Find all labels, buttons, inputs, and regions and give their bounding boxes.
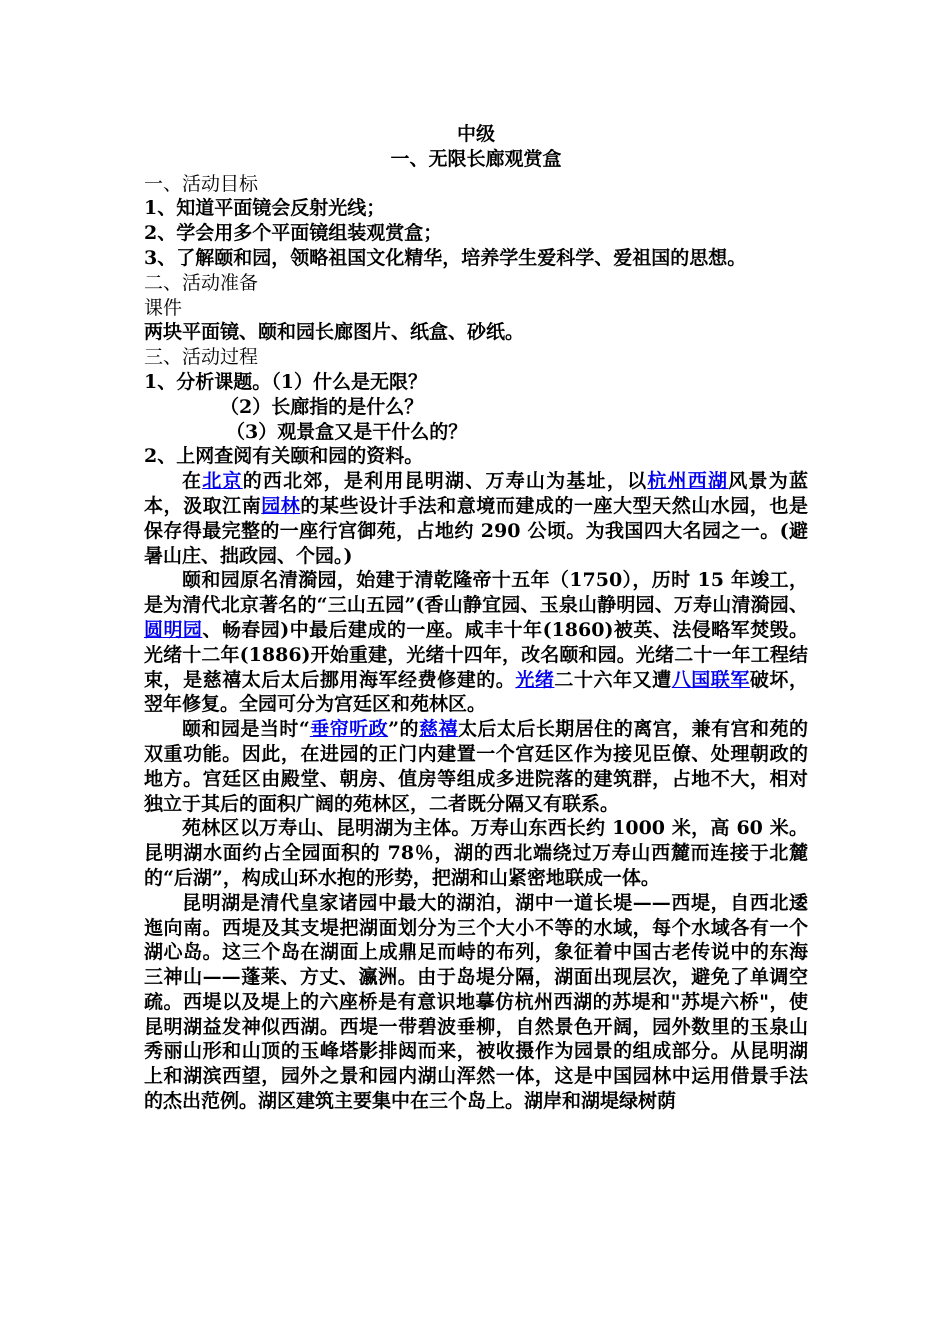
link-garden[interactable]: 园林 — [261, 494, 301, 517]
section-heading-goals: 一、活动目标 — [144, 172, 259, 195]
section-heading-process: 三、活动过程 — [144, 346, 259, 369]
link-cixi[interactable]: 慈禧 — [419, 718, 458, 741]
link-yuanmingyuan[interactable]: 圆明园 — [144, 618, 203, 641]
text-run: 破坏，翌年修复。全园可分为宫廷区和苑林区。 — [144, 668, 808, 716]
document-page — [144, 122, 808, 1114]
text-run: 的某些设计手法和意境而建成的一座大型天然山水园，也是保存得最完整的一座行宫御苑，占地约 290 公顷。为我国四大名园之一。(避暑山庄、拙政园、个园。) — [144, 494, 808, 567]
paragraph-history — [144, 568, 808, 717]
text-run: 在 — [182, 470, 203, 493]
goal-item: 3、了解颐和园，领略祖国文化精华，培养学生爱科学、爱祖国的思想。 — [144, 246, 747, 269]
text-run: 风景为蓝本，汲取江南 — [144, 470, 808, 517]
page-subtitle: 一、无限长廊观赏盒 — [390, 147, 562, 170]
courseware-label: 课件 — [144, 296, 183, 319]
paragraph-kunming-lake: 昆明湖是清代皇家诸园中最大的湖泊，湖中一道长堤——西堤，自西北逶迤向南。西堤及其支堤把湖面划分为三个大小不等的水域，每个水域各有一个湖心岛。这三个岛在湖面上成鼎足而峙的布列，象征着中国古老传说中的东海三神山——蓬莱、方丈、瀛洲。由于岛堤分隔，湖面出现层次，避免了单调空疏。西堤以及堤上的六座桥是有意识地摹仿杭州西湖的苏堤和"苏堤六桥"，使昆明湖益发神似西湖。西堤一带碧波垂柳，自然景色开阔，园外数里的玉泉山秀丽山形和山顶的玉峰塔影排闼而来，被收摄作为园景的组成部分。从昆明湖上和湖滨西望，园外之景和园内湖山浑然一体，这是中国园林中运用借景手法的杰出范例。湖区建筑主要集中在三个岛上。湖岸和湖堤绿树荫 — [144, 891, 808, 1113]
text-run: 太后太后长期居住的离宫，兼有宫和苑的双重功能。因此，在进园的正门内建置一个宫廷区作为接见臣僚、处理朝政的地方。宫廷区由殿堂、朝房、值房等组成多进院落的建筑群，占地不大，相对独立于其后的面积广阔的苑林区，二者既分隔又有联系。 — [144, 718, 808, 815]
materials-list: 两块平面镜、颐和园长廊图片、纸盒、砂纸。 — [144, 321, 525, 344]
text-run: 、畅春园)中最后建成的一座。咸丰十年(1860)被英、法侵略军焚毁。光绪十二年(1886)开始重建，光绪十四年，改名颐和园。光绪二十一年工程结束，是慈禧太后太后挪用海军经费修建的。 — [144, 618, 808, 691]
paragraph-palace — [144, 717, 808, 816]
link-hangzhou-west-lake[interactable]: 杭州西湖 — [647, 470, 729, 493]
text-run: ”的 — [388, 718, 419, 741]
link-eight-nation-alliance[interactable]: 八国联军 — [671, 668, 750, 691]
text-run: 颐和园是当时“ — [182, 718, 310, 741]
step-1-question-3: （3）观景盒又是干什么的？ — [226, 420, 468, 443]
paragraph-garden-area: 苑林区以万寿山、昆明湖为主体。万寿山东西长约 1000 米，高 60 米。昆明湖水面约占全园面积的 78％，湖的西北端绕过万寿山西麓而连接于北麓的“后湖”，构成山环水抱的形势，把湖和山紧密地联成一体。 — [144, 817, 808, 889]
paragraph-intro — [144, 469, 808, 568]
goal-item: 2、学会用多个平面镜组装观赏盒； — [144, 222, 443, 245]
page-title: 中级 — [456, 123, 495, 145]
text-run: 颐和园原名清漪园，始建于清乾隆帝十五年（1750），历时 15 年竣工，是为清代北京著名的“三山五园”(香山静宜园、玉泉山静明园、万寿山清漪园、 — [144, 569, 808, 617]
goal-item: 1、知道平面镜会反射光线； — [144, 197, 386, 220]
step-1: 1、分析课题。（1）什么是无限？ — [144, 370, 427, 393]
text-run: 二十六年又遭 — [554, 668, 672, 691]
link-chuilian-tingzheng[interactable]: 垂帘听政 — [309, 718, 389, 741]
step-1-question-2: （2）长廊指的是什么？ — [220, 395, 424, 418]
link-beijing[interactable]: 北京 — [202, 470, 243, 493]
step-2: 2、上网查阅有关颐和园的资料。 — [144, 445, 424, 468]
section-heading-prep: 二、活动准备 — [144, 271, 259, 294]
link-guangxu[interactable]: 光绪 — [515, 668, 555, 691]
text-run: 的西北郊，是利用昆明湖、万寿山为基址，以 — [242, 470, 648, 493]
